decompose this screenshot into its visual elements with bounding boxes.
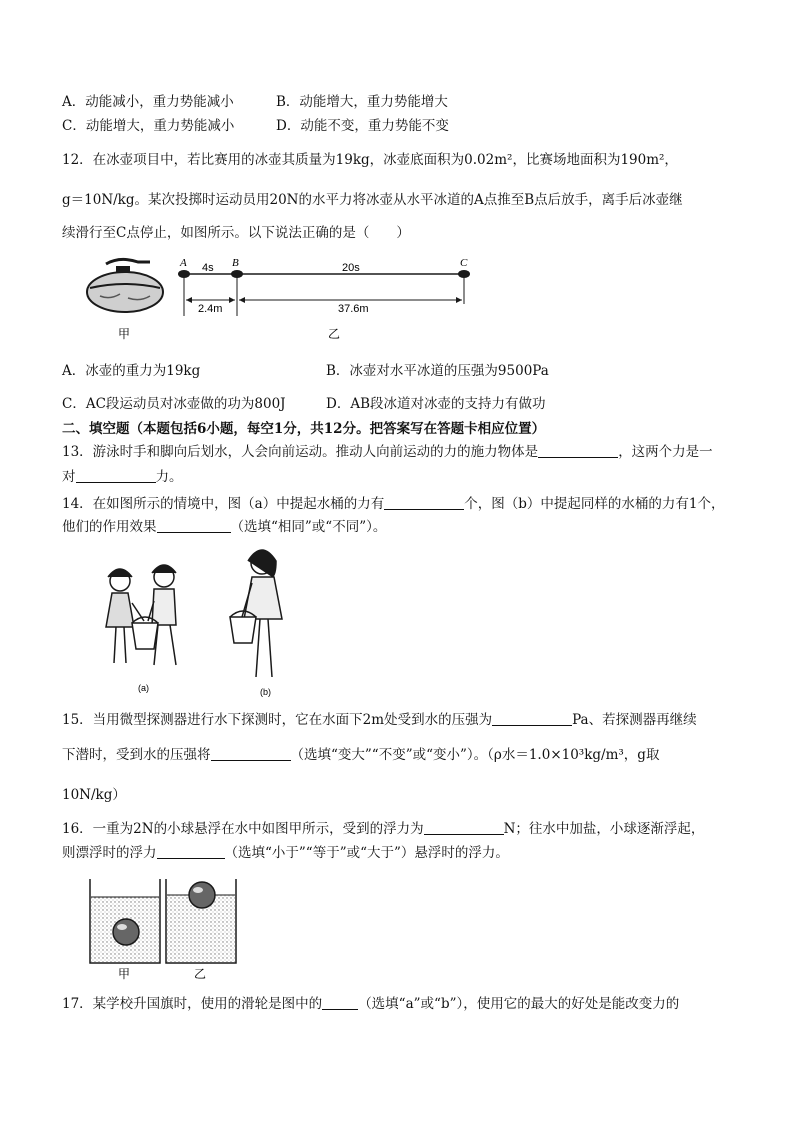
q12-curling-figure [80, 252, 490, 344]
q12-option-d: D．AB段冰道对冰壶的支持力有做功 [326, 396, 546, 412]
fig-caption-b: (b) [260, 687, 271, 697]
q13-text-3: 对 [62, 469, 76, 485]
q12-option-c: C．AC段运动员对冰壶做的功为800J [62, 396, 286, 412]
q11-option-c: C．动能增大，重力势能减小 [62, 118, 235, 134]
q13-text-1: 13．游泳时手和脚向后划水，人会向前运动。推动人向前运动的力的施力物体是 [62, 444, 539, 460]
q11-option-d: D．动能不变，重力势能不变 [276, 118, 449, 134]
q15-line2 [62, 746, 659, 764]
q12-stem-line3: 续滑行至C点停止，如图所示。以下说法正确的是（ ） [62, 225, 410, 241]
q12-option-a: A．冰壶的重力为19kg [62, 363, 201, 379]
time-bc-label: 20s [342, 262, 360, 274]
fig-caption-jia: 甲 [118, 327, 131, 341]
q14-text-4: （选填“相同”或“不同”）。 [230, 519, 387, 535]
point-b-label: B [232, 257, 239, 269]
fig-caption-yi: 乙 [328, 327, 341, 341]
q15-blank-2[interactable] [211, 746, 291, 761]
q16-line2 [62, 844, 509, 862]
q15-line1 [62, 711, 697, 729]
q17-line1 [62, 995, 679, 1013]
q13-text-2: ，这两个力是一 [618, 444, 713, 460]
q14-bucket-figure [92, 545, 312, 700]
q14-text-1: 14．在如图所示的情境中，图（a）中提起水桶的力有 [62, 496, 385, 512]
q15-text-3: 下潜时，受到水的压强将 [62, 747, 211, 763]
point-a-label: A [180, 257, 187, 269]
q12-stem-line1: 12．在冰壶项目中，若比赛用的冰壶其质量为19kg，冰壶底面积为0.02m²，比赛场地面积为190m²， [62, 152, 678, 168]
fig-caption-jia: 甲 [118, 967, 131, 981]
q16-text-2: N；往水中加盐，小球逐渐浮起， [503, 821, 705, 837]
beaker-suspended-icon [90, 879, 160, 963]
q15-text-2: Pa、若探测器再继续 [572, 712, 697, 728]
q15-text-1: 15．当用微型探测器进行水下探测时，它在水面下2m处受到水的压强为 [62, 712, 493, 728]
beaker-floating-icon [166, 879, 236, 963]
q15-text-4: （选填“变大”“不变”或“变小”）。（ρ水＝1.0×10³kg/m³，g取 [290, 747, 660, 763]
q11-option-b: B．动能增大，重力势能增大 [276, 94, 448, 110]
q14-blank-2[interactable] [157, 518, 231, 533]
q14-line1 [62, 495, 724, 513]
q16-text-3: 则漂浮时的浮力 [62, 845, 157, 861]
q16-blank-1[interactable] [424, 820, 504, 835]
time-ab-label: 4s [202, 262, 214, 274]
q15-line3: 10N/kg） [62, 787, 126, 803]
point-c-label: C [460, 257, 468, 269]
dist-ac-label: 37.6m [338, 303, 369, 315]
q13-line1 [62, 443, 713, 461]
q13-blank-2[interactable] [76, 468, 156, 483]
q13-line2 [62, 468, 183, 486]
q17-blank-1[interactable] [322, 995, 358, 1010]
q16-blank-2[interactable] [157, 844, 225, 859]
q16-beaker-figure [86, 877, 246, 982]
q14-text-3: 他们的作用效果 [62, 519, 157, 535]
q17-text-2: （选填“a”或“b”），使用它的最大的好处是能改变力的 [358, 996, 680, 1012]
q14-text-2: 个，图（b）中提起同样的水桶的力有1个， [464, 496, 725, 512]
dist-ab-label: 2.4m [198, 303, 223, 315]
q17-text-1: 17．某学校升国旗时，使用的滑轮是图中的 [62, 996, 323, 1012]
two-children-bucket-icon [106, 565, 176, 665]
section2-heading: 二、填空题（本题包括6小题，每空1分，共12分。把答案写在答题卡相应位置） [62, 421, 546, 437]
q13-text-4: 力。 [155, 469, 183, 485]
one-child-bucket-icon [230, 550, 282, 677]
q14-blank-1[interactable] [384, 495, 464, 510]
fig-caption-yi: 乙 [194, 967, 207, 981]
q12-stem-line2: g＝10N/kg。某次投掷时运动员用20N的水平力将冰壶从水平冰道的A点推至B点后放手，离手后冰壶继 [62, 192, 683, 208]
q15-blank-1[interactable] [492, 711, 572, 726]
q13-blank-1[interactable] [538, 443, 618, 458]
q12-option-b: B．冰壶对水平冰道的压强为9500Pa [326, 363, 549, 379]
curling-stone-icon [87, 259, 163, 312]
q16-line1 [62, 820, 704, 838]
fig-caption-a: (a) [138, 683, 149, 693]
q16-text-1: 16．一重为2N的小球悬浮在水中如图甲所示，受到的浮力为 [62, 821, 424, 837]
q11-option-a: A．动能减小，重力势能减小 [62, 94, 234, 110]
q14-line2 [62, 518, 386, 536]
q16-text-4: （选填“小于”“等于”或“大于”）悬浮时的浮力。 [224, 845, 509, 861]
